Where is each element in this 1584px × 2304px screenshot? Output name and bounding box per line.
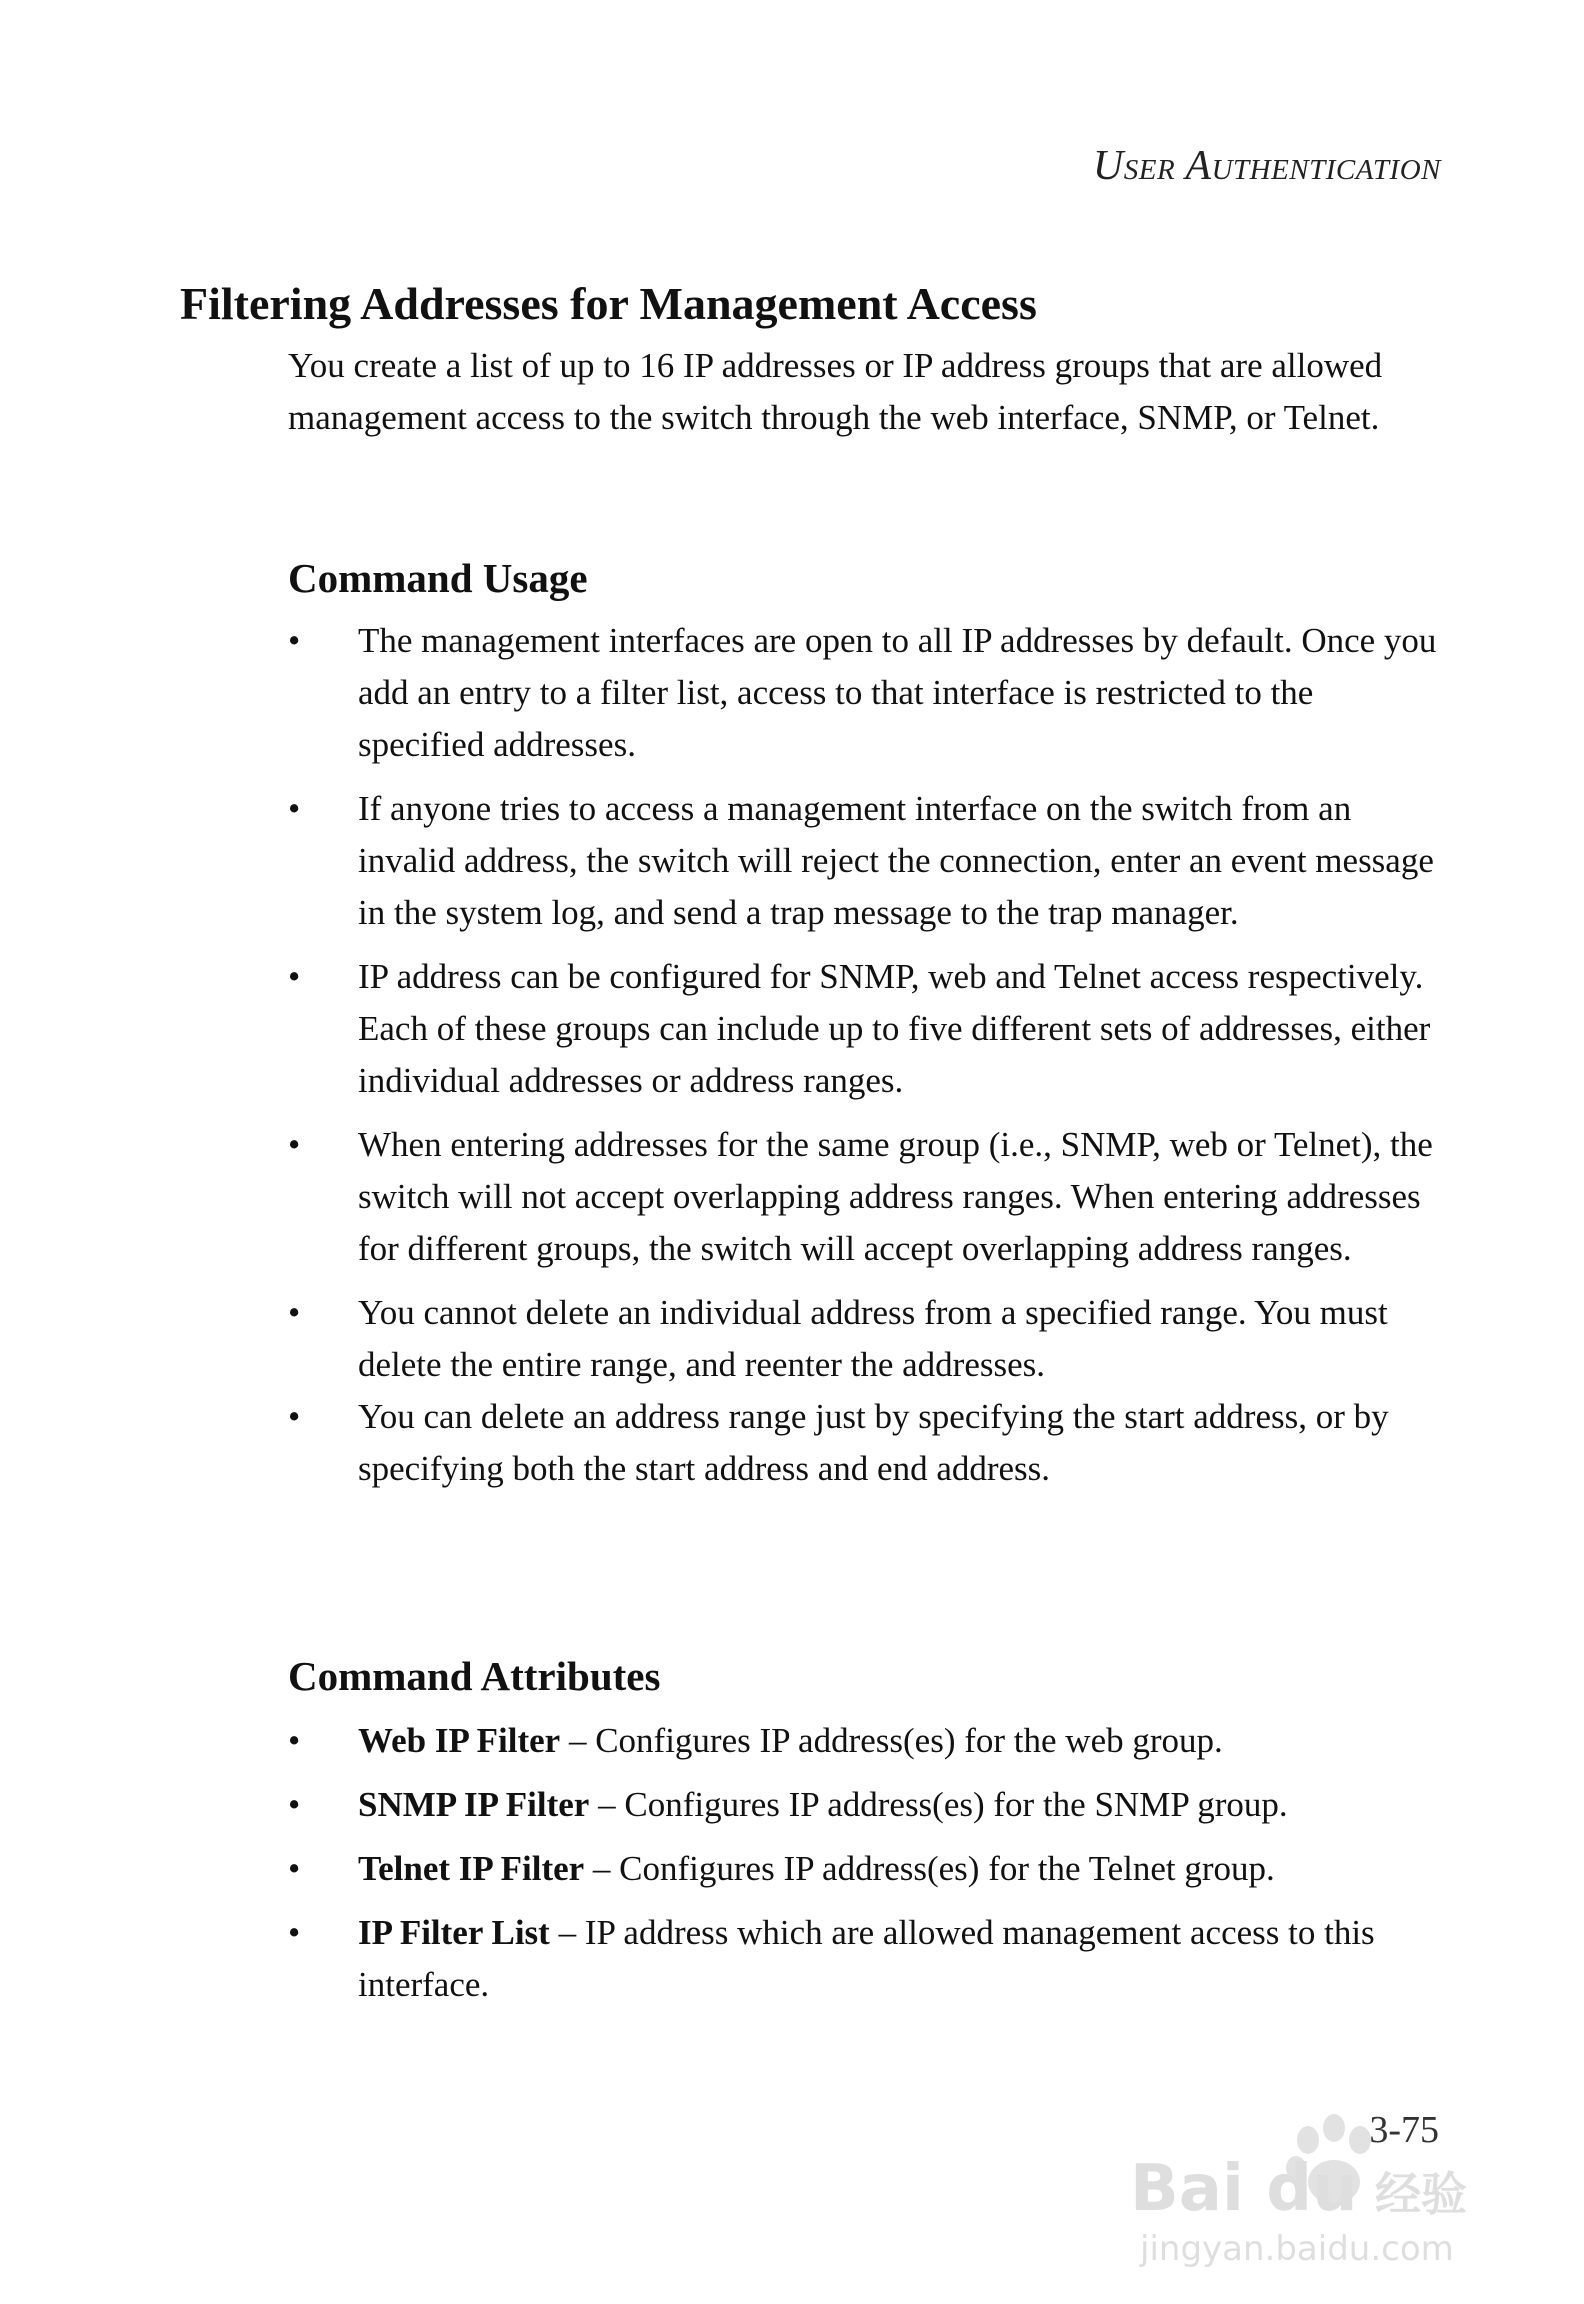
attribute-term: SNMP IP Filter: [358, 1785, 590, 1824]
baidu-watermark-logo: [1120, 2070, 1490, 2270]
list-item-text: You cannot delete an individual address from a specified range. You must delete the entire range, and reenter the addresses.: [358, 1293, 1388, 1384]
command-usage-heading: Command Usage: [288, 555, 588, 601]
list-item-text: If anyone tries to access a management interface on the switch from an invalid address, the switch will reject the connection, enter an event message in the system log, and send a trap message to the trap manager.: [358, 789, 1434, 932]
bullet-icon: •: [288, 1913, 301, 1952]
attribute-description: – Configures IP address(es) for the web group.: [560, 1721, 1223, 1760]
watermark-suffix: 经验: [1375, 2167, 1467, 2221]
bullet-icon: •: [288, 1785, 301, 1824]
list-item: [288, 1843, 1438, 1895]
attribute-term: Telnet IP Filter: [358, 1849, 585, 1888]
bullet-icon: •: [288, 1125, 301, 1164]
attribute-term: Web IP Filter: [358, 1721, 561, 1760]
baidu-watermark: [1120, 2070, 1490, 2270]
bullet-icon: •: [288, 621, 301, 660]
section-title: Filtering Addresses for Management Access: [180, 278, 1037, 329]
list-item-text: The management interfaces are open to all IP addresses by default. Once you add an entry to a filter list, access to that interface is restricted to the specified addresses.: [358, 621, 1437, 764]
list-item: [288, 1907, 1438, 2011]
page-number: 3-75: [1369, 2109, 1439, 2151]
bullet-icon: •: [288, 1397, 301, 1436]
paw-icon: [1286, 2114, 1371, 2204]
list-item: [288, 1119, 1438, 1275]
list-item: [288, 1779, 1438, 1831]
intro-paragraph: You create a list of up to 16 IP addresses or IP address groups that are allowed management access to the switch through the web interface, SNMP, or Telnet.: [288, 346, 1383, 437]
bullet-icon: •: [288, 1849, 301, 1888]
bullet-icon: •: [288, 1293, 301, 1332]
list-item: [288, 1287, 1438, 1391]
list-item-text: IP address can be configured for SNMP, web and Telnet access respectively. Each of these groups can include up to five different sets of addresses, either individual addresses or address ranges.: [358, 957, 1431, 1100]
bullet-icon: •: [288, 789, 301, 828]
command-attributes-heading: Command Attributes: [288, 1653, 661, 1699]
list-item: [288, 951, 1438, 1107]
list-item-text: When entering addresses for the same group (i.e., SNMP, web or Telnet), the switch will not accept overlapping address ranges. When entering addresses for different groups, the switch will accept overlapping address ranges.: [358, 1125, 1433, 1268]
bullet-icon: •: [288, 957, 301, 996]
list-item-text: You can delete an address range just by specifying the start address, or by specifying both the start address and end address.: [358, 1397, 1389, 1488]
attribute-description: – Configures IP address(es) for the SNMP group.: [589, 1785, 1288, 1824]
watermark-brand: Bai du: [1130, 2152, 1358, 2226]
command-usage-list: [288, 615, 1438, 1495]
bullet-icon: •: [288, 1721, 301, 1760]
list-item: [288, 783, 1438, 939]
list-item: [288, 615, 1438, 771]
attribute-description: – Configures IP address(es) for the Telnet group.: [584, 1849, 1275, 1888]
attribute-description: – IP address which are allowed management access to this interface.: [358, 1913, 1375, 2004]
attribute-term: IP Filter List: [358, 1913, 550, 1952]
list-item: [288, 1391, 1438, 1495]
watermark-url: jingyan.baidu.com: [1140, 2229, 1454, 2269]
running-header: User Authentication: [1092, 143, 1441, 189]
command-attributes-list: [288, 1715, 1438, 2023]
list-item: [288, 1715, 1438, 1767]
